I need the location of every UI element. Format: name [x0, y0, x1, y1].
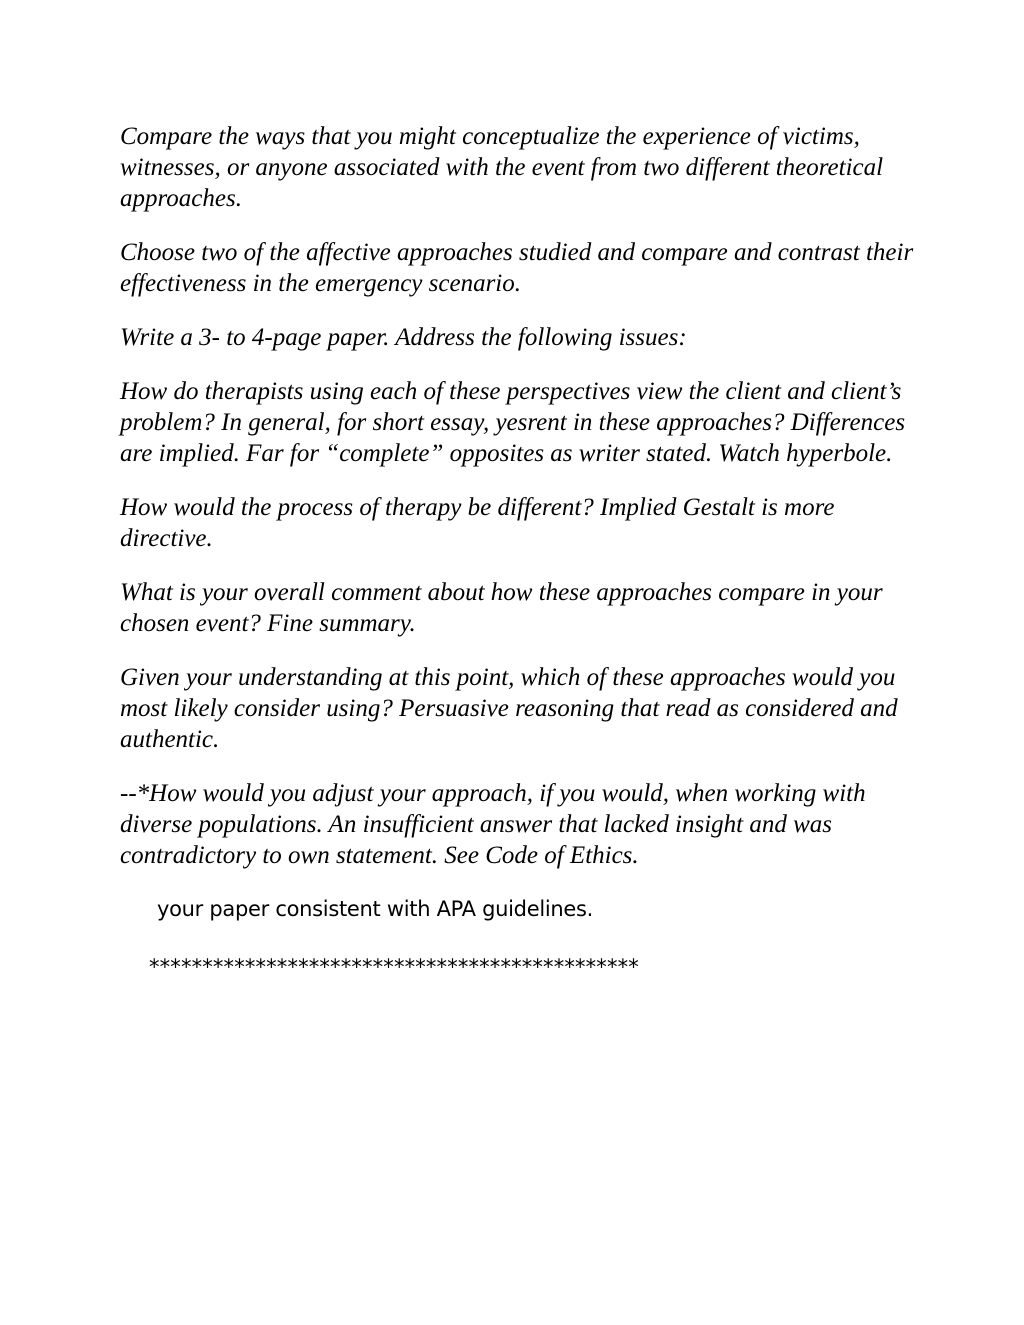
paragraph-overall-comment: What is your overall comment about how these approaches compare in your chosen event? Fine summary.	[120, 579, 883, 637]
paragraph-given-understanding: Given your understanding at this point, which of these approaches would you most likely consider using? Persuasive reasoning that read as considered and authentic.	[120, 664, 898, 753]
paragraph-compare-conceptualize: Compare the ways that you might conceptualize the experience of victims, witnesses, or anyone associated with the event from two different theoretical approaches.	[120, 123, 884, 212]
paragraph-choose-affective: Choose two of the affective approaches studied and compare and contrast their effectiveness in the emergency scenario.	[120, 239, 914, 297]
paragraph-write-paper: Write a 3- to 4-page paper. Address the following issues:	[120, 324, 687, 351]
paragraph-diverse-populations: --*How would you adjust your approach, if you would, when working with diverse populations. An insufficient answer that lacked insight and was contradictory to own statement. See Code of Ethics.	[120, 780, 866, 869]
document-body	[120, 121, 920, 983]
asterisk-separator: **********************************************	[149, 955, 639, 979]
apa-guidelines-line: your paper consistent with APA guidelines.	[157, 897, 594, 921]
paragraph-therapists-view: How do therapists using each of these perspectives view the client and client’s problem? In general, for short essay, yesrent in these approaches? Differences are implied. Far for “complete” opposites as writer stated. Watch hyperbole.	[120, 378, 906, 467]
paragraph-process-therapy: How would the process of therapy be different? Implied Gestalt is more directive.	[120, 494, 835, 552]
